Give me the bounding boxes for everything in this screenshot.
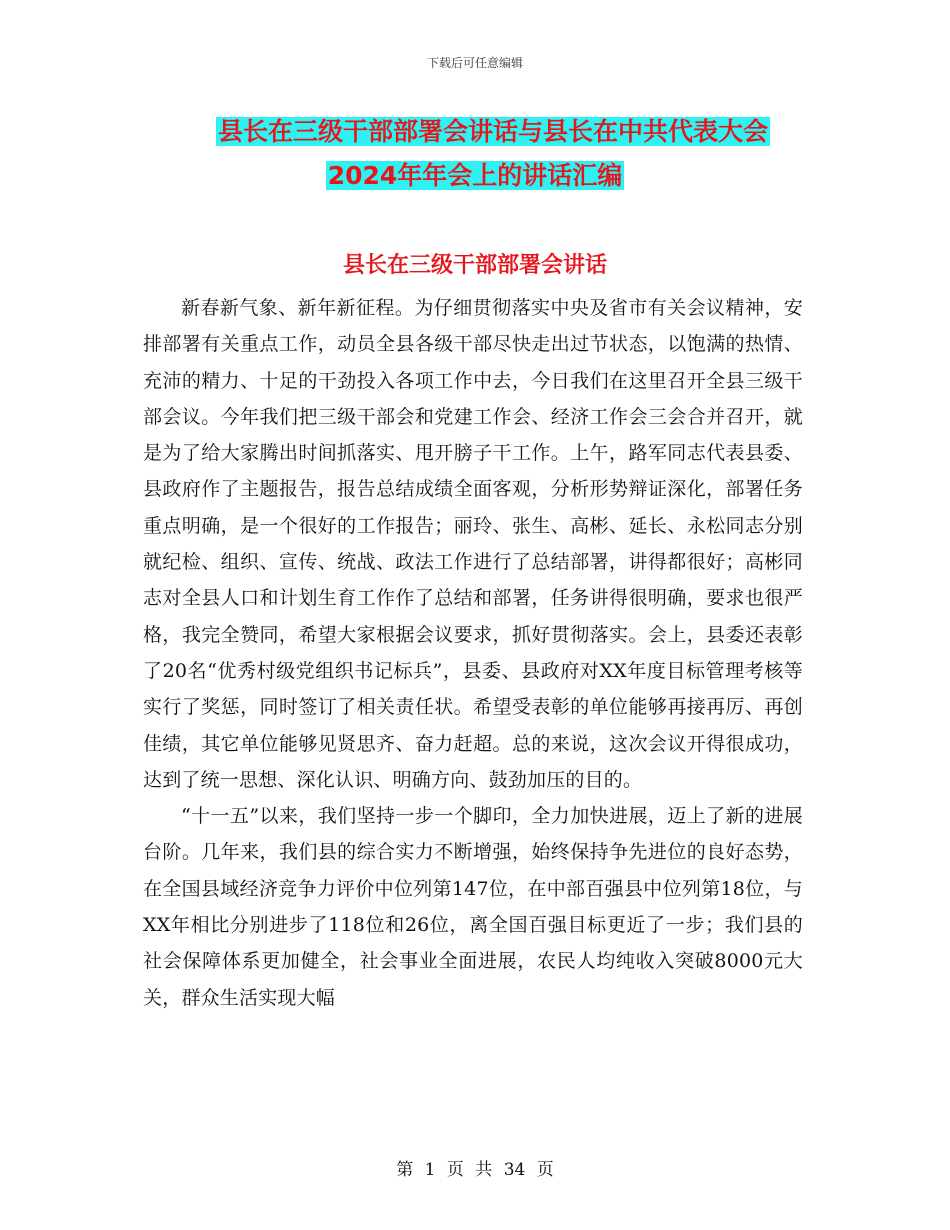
header-note: 下载后可任意编辑 xyxy=(426,56,523,70)
title-line-1-wrapper xyxy=(0,110,950,154)
section-heading: 县长在三级干部部署会讲话 xyxy=(342,253,607,278)
paragraph-2: “十一五”以来，我们坚持一步一个脚印，全力加快进展，迈上了新的进展台阶。几年来，我们县的综合实力不断增强，始终保持争先进位的良好态势，在全国县域经济竞争力评价中位列第147位，在中部百强县中位列第18位，与XX年相比分别进步了118位和26位，离全国百强目标更近了一步；我们县的社会保障体系更加健全，社会事业全面进展，农民人均纯收入突破8000元大关，群众生活实现大幅 xyxy=(143,805,803,1009)
title-line-2-wrapper xyxy=(0,154,950,198)
title-line-1: 县长在三级干部部署会讲话与县长在中共代表大会 xyxy=(217,117,768,146)
paragraph-1: 新春新气象、新年新征程。为仔细贯彻落实中央及省市有关会议精神，安排部署有关重点工作，动员全县各级干部尽快走出过节状态，以饱满的热情、充沛的精力、十足的干劲投入各项工作中去，今日我们在这里召开全县三级干部会议。今年我们把三级干部会和党建工作会、经济工作会三会合并召开，就是为了给大家腾出时间抓落实、甩开膀子干工作。上午，路军同志代表县委、县政府作了主题报告，报告总结成绩全面客观，分析形势辩证深化，部署任务重点明确，是一个很好的工作报告；丽玲、张生、高彬、延长、永松同志分别就纪检、组织、宣传、统战、政法工作进行了总结部署，讲得都很好；高彬同志对全县人口和计划生育工作作了总结和部署，任务讲得很明确，要求也很严格，我完全赞同，希望大家根据会议要求，抓好贯彻落实。会上，县委还表彰了20名“优秀村级党组织书记标兵”，县委、县政府对XX年度目标管理考核等实行了奖惩，同时签订了相关责任状。希望受表彰的单位能够再接再厉、再创佳绩，其它单位能够见贤思齐、奋力赶超。总的来说，这次会议开得很成功，达到了统一思想、深化认识、明确方向、鼓劲加压的目的。 xyxy=(143,297,803,791)
page-number: 第 1 页 共 34 页 xyxy=(396,1160,554,1180)
title-line-2: 2024年年会上的讲话汇编 xyxy=(327,161,623,190)
document-title xyxy=(0,110,950,198)
body-text xyxy=(143,290,803,1016)
